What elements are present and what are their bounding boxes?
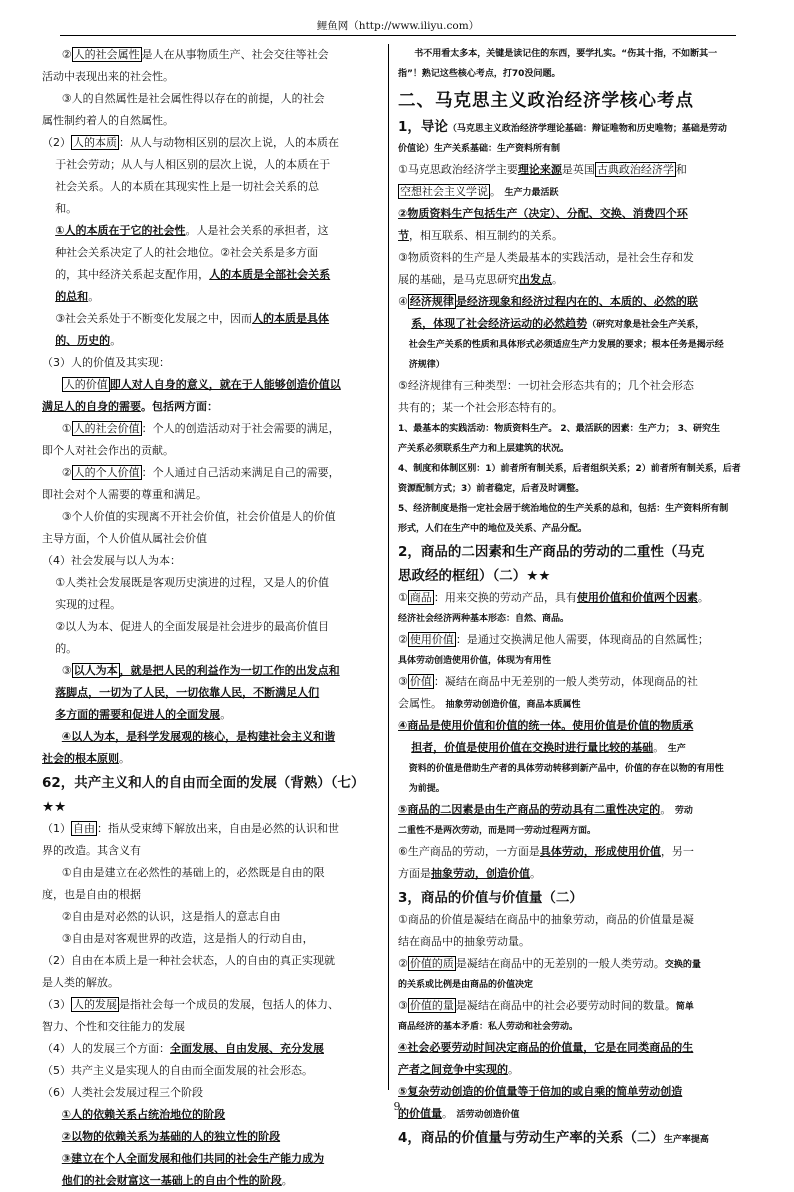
note-line: 指”！熟记这些核心考点，打70没问题。 <box>398 69 561 79</box>
left-column <box>42 44 380 1192</box>
paragraph <box>398 225 748 247</box>
text: 方面是 <box>398 867 431 880</box>
paragraph <box>42 418 380 440</box>
text: 。 <box>490 185 501 198</box>
text: 。 <box>697 591 709 604</box>
text-line: ①商品的价值是凝结在商品中的抽象劳动，商品的价值量是凝 <box>398 913 694 926</box>
chapter-heading: 二、马克思主义政治经济学核心考点 <box>398 91 694 111</box>
text-line: （3）人的价值及其实现： <box>42 356 170 369</box>
underlined-text: ⑤商品的二因素是由生产商品的劳动具有二重性决定的 <box>398 803 661 816</box>
text: 。 <box>530 867 541 880</box>
text: 和 <box>675 163 687 176</box>
heading-text: 62，共产主义和人的自由而全面的发展（背熟）（七） <box>42 775 365 791</box>
text: ：个人通过自己活动来满足自己的需要， <box>141 466 340 479</box>
boxed-term: 人的社会属性 <box>73 48 140 61</box>
small-note: 4、制度和体制区别：1）前者所有制关系，后者组织关系；2）前者所有制关系，后者 <box>398 464 741 474</box>
paragraph <box>42 308 380 330</box>
small-note: 经济社会经济两种基本形态：自然、商品。 <box>398 614 570 624</box>
underlined-text: 人的本质是全部社会关系 <box>209 268 331 281</box>
underlined-text: 满足人的自身的需要 <box>42 400 141 413</box>
underlined-text: ①人的依赖关系占统治地位的阶段 <box>61 1108 226 1121</box>
underlined-text: 他们的社会财富这一基础上的自由个性的阶段 <box>61 1174 282 1187</box>
underlined-text: ②以物的依赖关系为基础的人的独立性的阶段 <box>61 1130 281 1143</box>
small-note: 生产 <box>667 744 686 754</box>
small-note: 资源配制方式；3）前者稳定，后者及时调整。 <box>398 484 585 494</box>
text: 展的基础，是马克思研究 <box>398 273 519 286</box>
paragraph <box>42 330 380 352</box>
paragraph <box>398 737 748 759</box>
text-line: （4）社会发展与以人为本： <box>42 554 181 567</box>
boxed-term: 古典政治经济学 <box>596 163 674 176</box>
paragraph <box>398 863 748 885</box>
text: ：指从受束缚下解放出来，自由是必然的认识和世 <box>97 822 339 835</box>
section-heading: 3，商品的价值与价值量（二） <box>398 890 583 906</box>
text: （1） <box>42 822 71 835</box>
text: 。 <box>220 708 232 721</box>
text: 。 <box>508 1063 519 1076</box>
text-line: 共有的；某一个社会形态特有的。 <box>398 401 563 414</box>
small-note: （研究对象是社会生产关系， <box>587 320 705 330</box>
text-line: 主导方面，个人价值从属社会价值 <box>42 532 207 545</box>
small-note: 1、最基本的实践活动：物质资料生产。 2、最活跃的因素：生产力； 3、研究生 <box>398 424 721 434</box>
text: 。包括两方面： <box>141 400 218 413</box>
section-heading-stars <box>42 796 380 818</box>
small-note: 社会生产关系的性质和具体形式必须适应生产力发展的要求；根本任务是揭示经 <box>408 340 724 350</box>
text: ① <box>398 591 408 604</box>
text: 。 <box>119 752 130 765</box>
text: ① <box>61 422 72 435</box>
underlined-text: 的、历史的 <box>55 334 111 347</box>
boxed-term: 人的社会价值 <box>73 422 140 435</box>
paragraph <box>42 220 380 242</box>
boxed-term: 自由 <box>73 822 95 835</box>
underlined-text: 具体劳动，形成使用价值 <box>539 845 661 858</box>
paragraph <box>398 291 748 313</box>
boxed-term: 人的发展 <box>73 998 117 1011</box>
underlined-text: 即人对人自身的意义，就在于人能够创造价值以 <box>109 378 341 391</box>
stars-rating: ★★ <box>42 799 67 815</box>
small-note: 资料的价值是借助生产者的具体劳动转移到新产品中，价值的存在以物的有用性 <box>408 764 724 774</box>
section-heading <box>42 772 380 794</box>
paragraph <box>398 995 748 1017</box>
paragraph <box>42 1170 380 1192</box>
boxed-term: 商品 <box>409 591 432 604</box>
underlined-text: ①人的本质在于它的社会性 <box>55 224 186 237</box>
paragraph <box>42 726 380 748</box>
text: ，相互联系、相互制约的关系。 <box>409 229 563 242</box>
section-heading: 1，导论 <box>398 119 448 135</box>
paragraph <box>398 799 748 821</box>
text-line: ②以人为本、促进人的全面发展是社会进步的最高价值目 <box>55 620 330 633</box>
underlined-text: 出发点 <box>519 273 552 286</box>
small-note: 商品经济的基本矛盾：私人劳动和社会劳动。 <box>398 1022 579 1032</box>
paragraph <box>398 953 748 975</box>
text-line: （5）共产主义是实现人的自由而全面发展的社会形态。 <box>42 1064 313 1077</box>
text: （4）人的发展三个方面： <box>42 1042 170 1055</box>
small-note: 简单 <box>675 1002 694 1012</box>
page-number: 9 <box>393 1100 401 1113</box>
underlined-text: ，就是把人民的利益作为一切工作的出发点和 <box>119 664 340 677</box>
text: ③ <box>398 675 408 688</box>
underlined-text: 理论来源 <box>517 163 562 176</box>
underlined-text: 落脚点，一切为了人民，一切依靠人民，不断满足人们 <box>55 686 320 699</box>
text: ：个人的创造活动对于社会需要的满足， <box>141 422 340 435</box>
text-line: ⑤经济规律有三种类型：一切社会形态共有的；几个社会形态 <box>398 379 694 392</box>
paragraph <box>42 682 380 704</box>
text: 是凝结在商品中的社会必要劳动时间的数量。 <box>455 999 676 1012</box>
underlined-text: 社会的根本原则 <box>42 752 119 765</box>
text-line: 结在商品中的抽象劳动量。 <box>398 935 530 948</box>
paragraph <box>398 203 748 225</box>
text: 的，其中经济关系起支配作用， <box>55 268 210 281</box>
underlined-text: 人的本质是具体 <box>252 312 330 325</box>
text-line: 属性制约着人的自然属性。 <box>42 114 174 127</box>
section-heading: 2，商品的二因素和生产商品的劳动的二重性（马克 <box>398 544 705 560</box>
small-note: 的关系或比例是由商品的价值决定 <box>398 980 534 990</box>
underlined-text: ⑤复杂劳动创造的价值量等于倍加的或自乘的简单劳动创造 <box>398 1085 683 1098</box>
text-line: 社会关系。人的本质在其现实性上是一切社会关系的总 <box>55 180 320 193</box>
text: ② <box>61 466 72 479</box>
paragraph <box>42 1038 380 1060</box>
text-line: 和。 <box>55 202 78 215</box>
section-heading <box>398 565 748 587</box>
boxed-term: 价值的量 <box>409 999 454 1012</box>
text-line: 即社会对个人需要的尊重和满足。 <box>42 488 207 501</box>
paragraph <box>42 994 380 1016</box>
text-line: ①人类社会发展既是客观历史演进的过程，又是人的价值 <box>55 576 330 589</box>
paragraph <box>398 313 748 335</box>
text: 是英国 <box>561 163 595 176</box>
underlined-text: ③建立在个人全面发展和他们共同的社会生产能力成为 <box>61 1152 325 1165</box>
text: ② <box>61 48 72 61</box>
text-line: 活动中表现出来的社会性。 <box>42 70 174 83</box>
small-note: 形式，人们在生产中的地位及关系、产品分配。 <box>398 524 588 534</box>
small-note: 活劳动创造价值 <box>456 1110 520 1120</box>
underlined-text: 抽象劳动，创造价值 <box>431 867 530 880</box>
underlined-text: 的总和 <box>55 290 89 303</box>
underlined-text: 担者，价值是使用价值在交换时进行量比较的基础 <box>411 741 654 754</box>
text: ③ <box>61 664 72 677</box>
text-line: 种社会关系决定了人的社会地位。②社会关系是多方面 <box>55 246 319 259</box>
paragraph <box>42 1148 380 1170</box>
text-line: （2）自由在本质上是一种社会状态，人的自由的真正实现就 <box>42 954 335 967</box>
text: 会属性。 <box>398 697 442 710</box>
paragraph <box>42 704 380 726</box>
text: 。人是社会关系的承担者，这 <box>185 224 329 237</box>
text: ③ <box>398 999 408 1012</box>
boxed-term: 人的个人价值 <box>73 466 140 479</box>
text: ：是通过交换满足他人需要，体现商品的自然属性； <box>455 633 709 646</box>
text-line: 于社会劳动；从人与人相区别的层次上说，人的本质在于 <box>55 158 331 171</box>
paragraph <box>398 1059 748 1081</box>
paragraph <box>398 671 748 693</box>
paragraph <box>398 116 748 139</box>
text-line: 是人类的解放。 <box>42 976 119 989</box>
small-note: 济规律） <box>408 360 445 370</box>
small-note: （马克思主义政治经济学理论基础：辩证唯物和历史唯物；基础是劳动 <box>447 124 727 134</box>
text: ①马克思政治经济学主要 <box>398 163 518 176</box>
text: 。 <box>660 803 672 816</box>
underlined-text: 节 <box>398 229 409 242</box>
underlined-text: ④商品是使用价值和价值的统一体。使用价值是价值的物质承 <box>398 719 694 732</box>
text-line: （6）人类社会发展过程三个阶段 <box>42 1086 203 1099</box>
paragraph <box>42 264 380 286</box>
paragraph <box>42 462 380 484</box>
text: ：用来交换的劳动产品，具有 <box>433 591 577 604</box>
small-note: 5、经济制度是指一定社会居于统治地位的生产关系的总和，包括：生产资料所有制 <box>398 504 729 514</box>
note-line: 书不用看太多本，关键是读记住的东西，要学扎实。“伤其十指，不如断其一 <box>414 49 718 59</box>
small-note: 具体劳动创造使用价值，体现为有用性 <box>398 656 552 666</box>
text: 。 <box>653 741 665 754</box>
small-note: 交换的量 <box>664 960 701 970</box>
text: ② <box>398 633 408 646</box>
right-column <box>398 44 748 1150</box>
text: ④ <box>398 295 408 308</box>
paragraph <box>42 132 380 154</box>
text-line: ③个人价值的实现离不开社会价值，社会价值是人的价值 <box>61 510 336 523</box>
underlined-text: ④以人为本，是科学发展观的核心，是构建社会主义和谐 <box>61 730 336 743</box>
text-line: 度，也是自由的根据 <box>42 888 141 901</box>
underlined-text: 全面发展、自由发展、充分发展 <box>170 1042 324 1055</box>
paragraph <box>42 660 380 682</box>
text: （2） <box>42 136 71 149</box>
paragraph <box>42 818 380 840</box>
text: ，另一 <box>660 845 694 858</box>
paragraph <box>398 841 748 863</box>
paragraph <box>398 181 748 203</box>
text: 。 <box>552 273 563 286</box>
text: （3） <box>42 998 71 1011</box>
paragraph <box>42 1126 380 1148</box>
text-line: 界的改造。其含义有 <box>42 844 141 857</box>
boxed-term: 空想社会主义学说 <box>400 185 488 198</box>
text: ：从人与动物相区别的层次上说，人的本质在 <box>119 136 339 149</box>
text: ② <box>398 957 408 970</box>
paragraph <box>398 629 748 651</box>
paragraph <box>42 748 380 770</box>
text-line: 实现的过程。 <box>55 598 122 611</box>
underlined-text: 系，体现了社会经济运动的必然趋势 <box>411 317 588 330</box>
stars-rating: ★★ <box>526 568 551 584</box>
paragraph <box>398 159 748 181</box>
boxed-term: 价值 <box>409 675 432 688</box>
text: 。 <box>281 1174 293 1187</box>
small-note: 生产力最活跃 <box>504 188 559 198</box>
paragraph <box>42 44 380 66</box>
text-line: ③自由是对客观世界的改造，这是指人的行动自由， <box>61 932 314 945</box>
paragraph <box>42 286 380 308</box>
paragraph <box>42 396 380 418</box>
underlined-text: 产者之间竞争中实现的 <box>398 1063 508 1076</box>
boxed-term: 使用价值 <box>409 633 454 646</box>
underlined-text: 多方面的需要和促进人的全面发展 <box>55 708 221 721</box>
paragraph <box>398 715 748 737</box>
paragraph <box>398 269 748 291</box>
boxed-term: 以人为本 <box>73 664 118 677</box>
paragraph <box>398 693 748 715</box>
text-line: 的。 <box>55 642 78 655</box>
paragraph <box>398 587 748 609</box>
underlined-text: ④社会必要劳动时间决定商品的价值量，它是在同类商品的生 <box>398 1041 694 1054</box>
boxed-term: 人的价值 <box>63 378 108 391</box>
small-note: 为前提。 <box>408 784 445 794</box>
text: 。 <box>442 1107 453 1120</box>
small-note: 产关系必须联系生产力和上层建筑的状况。 <box>398 444 570 454</box>
text-line: ①自由是建立在必然性的基础上的，必然既是自由的限 <box>61 866 325 879</box>
text: 是凝结在商品中的无差别的一般人类劳动。 <box>455 957 665 970</box>
text-line: ②自由是对必然的认识，这是指人的意志自由 <box>61 910 281 923</box>
text: ③社会关系处于不断变化发展之中，因而 <box>55 312 253 325</box>
underlined-text: ②物质资料生产包括生产（决定）、分配、交换、消费四个环 <box>398 207 688 220</box>
small-note: 二重性不是两次劳动，而是同一劳动过程两方面。 <box>398 826 597 836</box>
text-line: 智力、个性和交往能力的发展 <box>42 1020 185 1033</box>
underlined-text: 的价值量 <box>398 1107 442 1120</box>
column-divider <box>388 44 389 1090</box>
underlined-text: 使用价值和价值两个因素 <box>576 591 698 604</box>
text-line: ③物质资料的生产是人类最基本的实践活动，是社会生存和发 <box>398 251 694 264</box>
small-note: 劳动 <box>674 806 693 816</box>
small-note: 生产率提高 <box>663 1135 709 1145</box>
boxed-term: 人的本质 <box>73 136 117 149</box>
page-header: 鲤鱼网（http://www.iliyu.com） <box>60 18 736 36</box>
boxed-term: 经济规律 <box>409 295 454 308</box>
underlined-text: 是经济现象和经济过程内在的、本质的、必然的联 <box>455 295 698 308</box>
section-heading <box>398 1127 748 1150</box>
small-note: 抽象劳动创造价值，商品本质属性 <box>445 700 581 710</box>
paragraph <box>42 374 380 396</box>
small-note: 价值论）生产关系基础：生产资料所有制 <box>398 144 561 154</box>
text: 是人在从事物质生产、社会交往等社会 <box>141 48 329 61</box>
heading-text: 思政经的框纽）（二） <box>398 568 527 584</box>
text: 。 <box>110 334 122 347</box>
boxed-term: 价值的质 <box>409 957 454 970</box>
text: ：凝结在商品中无差别的一般人类劳动，体现商品的社 <box>433 675 698 688</box>
text: 是指社会每一个成员的发展，包括人的体力、 <box>119 998 339 1011</box>
paragraph <box>398 1037 748 1059</box>
text-line: 即个人对社会作出的贡献。 <box>42 444 174 457</box>
text: 。 <box>88 290 100 303</box>
text: ⑥生产商品的劳动，一方面是 <box>398 845 540 858</box>
text-line: ③人的自然属性是社会属性得以存在的前提，人的社会 <box>61 92 325 105</box>
heading-text: 4，商品的价值量与劳动生产率的关系（二） <box>398 1130 664 1146</box>
